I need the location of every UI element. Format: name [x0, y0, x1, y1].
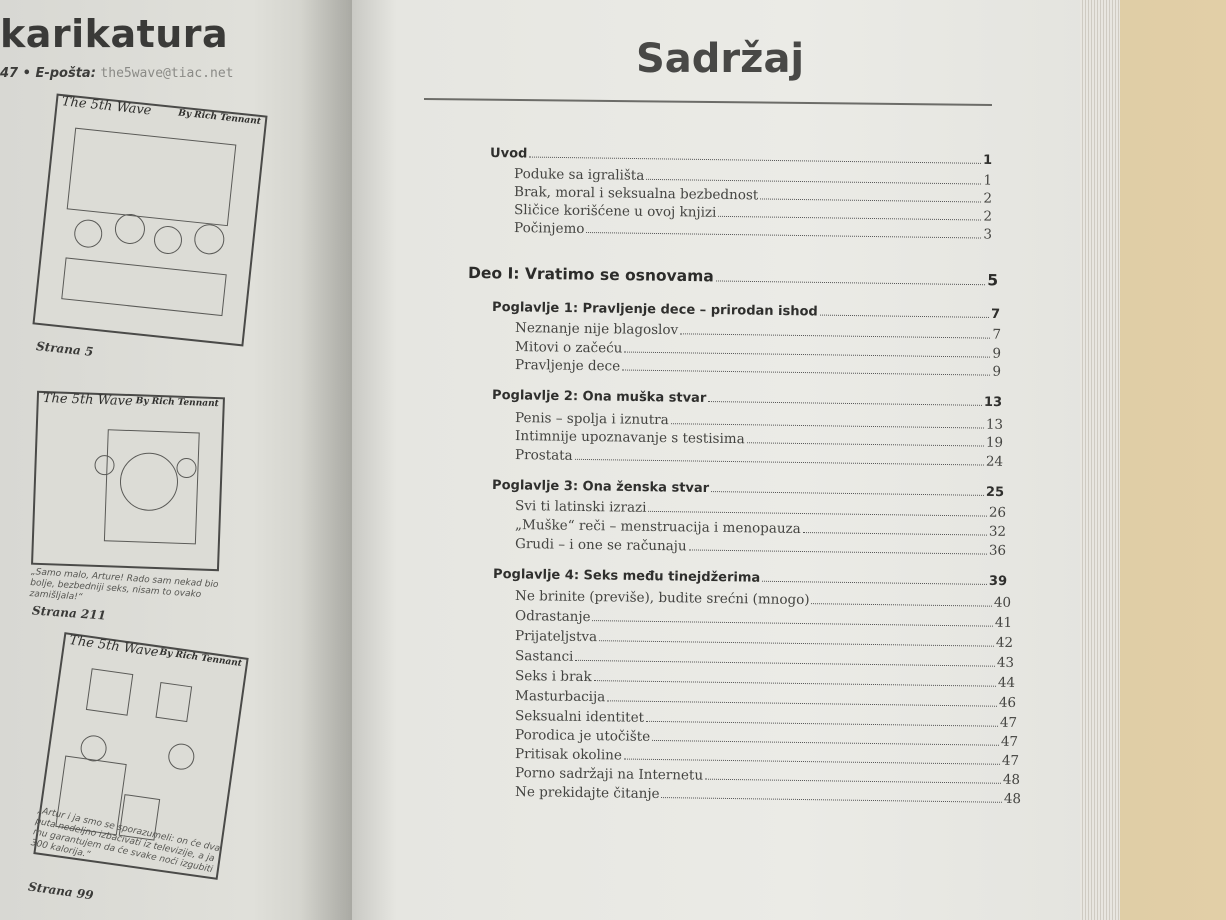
- toc-entry-page: 26: [988, 504, 1007, 521]
- cartoon-2-author: By Rich Tennant: [135, 396, 219, 410]
- toc-entry: [515, 668, 1015, 691]
- toc-entry-label: Poglavlje 4: Seks među tinejdžerima: [493, 567, 761, 586]
- toc-entry-label: Sličice korišćene u ovoj knjizi: [514, 202, 717, 221]
- toc-leader: [593, 620, 993, 627]
- toc-entry-label: Brak, moral i seksualna bezbednost: [514, 184, 759, 204]
- toc-leader: [646, 179, 981, 185]
- toc-entry-label: Prostata: [515, 447, 573, 464]
- toc-entry: [515, 784, 1021, 807]
- cartoon-section-title: karikatura: [0, 12, 229, 56]
- toc-entry-page: 13: [983, 394, 1003, 411]
- toc-part-entry: [468, 264, 998, 289]
- toc-entry-page: 41: [994, 614, 1013, 631]
- toc-leader: [708, 401, 982, 406]
- toc-entry: [515, 648, 1014, 671]
- toc-entry-page: 7: [990, 306, 1001, 323]
- toc-entry-page: 44: [997, 674, 1016, 691]
- toc-entry-page: 47: [1000, 733, 1019, 751]
- toc-leader: [575, 660, 995, 667]
- toc-entry-label: Penis – spolja i iznutra: [515, 410, 669, 429]
- toc-entry-label: Počinjemo: [514, 220, 585, 237]
- toc-entry-page: 25: [985, 484, 1005, 501]
- toc-chapter-entry: [493, 567, 1007, 589]
- cartoon-3-caption: „Artur i ja smo se sporazumeli: on će dva puta nedeljno izbacivati iz televizije, a ja mu garantujem da će svake noći izgubiti 300 kalorija.“: [29, 805, 221, 876]
- toc-entry-label: Pravljenje dece: [515, 357, 621, 375]
- cartoon-2-caption: „Samo malo, Arture! Rado sam nekad bio bolje, bezbedniji seks, nisam to ovako zamišljala!“: [29, 567, 219, 603]
- toc-leader: [705, 779, 1001, 784]
- cartoon-2-strip-title: The 5th Wave: [42, 390, 133, 410]
- toc-entry-label: Pritisak okoline: [515, 746, 623, 764]
- toc-leader: [624, 352, 990, 358]
- toc-leader: [652, 740, 999, 746]
- toc-leader: [586, 232, 981, 239]
- toc-leader: [716, 280, 986, 285]
- toc-entry: [515, 608, 1012, 631]
- toc-entry-label: Mitovi o začeću: [515, 339, 623, 357]
- toc-leader: [622, 369, 990, 375]
- toc-leader: [575, 459, 984, 466]
- toc-entry: [515, 588, 1011, 611]
- toc-entry-page: 48: [1002, 771, 1021, 789]
- contact-prefix: 47 • E-pošta:: [0, 66, 96, 81]
- toc-entry-label: Porodica je utočište: [515, 727, 651, 745]
- toc-entry: [515, 447, 1003, 470]
- toc-entry-page: 48: [1003, 790, 1022, 808]
- toc-entry-label: Grudi – i one se računaju: [515, 536, 687, 555]
- toc-entry-page: 47: [999, 714, 1018, 732]
- toc-leader: [648, 511, 986, 517]
- toc-leader: [607, 700, 997, 706]
- toc-entry-page: 24: [985, 453, 1004, 470]
- toc-entry-label: Masturbacija: [515, 688, 606, 706]
- toc-entry-page: 39: [988, 573, 1008, 590]
- toc-entry-label: Poduke sa igrališta: [514, 166, 645, 184]
- toc-entry-page: 43: [996, 654, 1015, 671]
- toc-entry-label: Sastanci: [515, 648, 574, 665]
- toc-leader: [718, 216, 981, 221]
- toc-leader: [689, 549, 987, 554]
- cartoon-1-strip-title: The 5th Wave: [61, 94, 153, 119]
- toc-entry-label: „Muške“ reči – menstruacija i menopauza: [515, 517, 801, 537]
- toc-entry-label: Svi ti latinski izrazi: [515, 498, 647, 516]
- toc-entry-label: Poglavlje 2: Ona muška stvar: [492, 388, 707, 406]
- toc-leader: [760, 198, 981, 202]
- toc-leader: [711, 491, 984, 496]
- toc-entry-page: 1: [983, 172, 993, 189]
- toc-entry-label: Seksualni identitet: [515, 708, 645, 726]
- toc-leader: [624, 759, 1000, 765]
- cartoon-1-author: By Rich Tennant: [177, 108, 262, 128]
- toc-leader: [820, 315, 989, 318]
- toc-entry-page: 13: [985, 416, 1004, 433]
- cartoon-1-page: Strana 5: [35, 339, 94, 359]
- toc-leader: [803, 532, 987, 536]
- toc-entry-label: Poglavlje 1: Pravljenje dece – prirodan ishod: [492, 300, 818, 320]
- toc-leader: [646, 721, 998, 727]
- toc-entry-label: Poglavlje 3: Ona ženska stvar: [492, 478, 710, 497]
- toc-entry-label: Seks i brak: [515, 668, 592, 686]
- toc-entry: [515, 536, 1006, 559]
- toc-leader: [594, 680, 996, 687]
- toc-chapter-entry: [492, 300, 1000, 322]
- cartoon-3-strip-title: The 5th Wave: [68, 632, 160, 661]
- toc-entry: [490, 146, 992, 168]
- cartoon-2-page: Strana 211: [31, 603, 107, 623]
- toc-entry-page: 5: [987, 271, 999, 290]
- toc-entry-page: 19: [985, 434, 1004, 451]
- toc-chapter-entry: [492, 478, 1004, 500]
- toc-leader: [747, 442, 984, 446]
- toc-leader: [671, 423, 984, 428]
- toc-leader: [680, 333, 990, 338]
- toc-entry-label: Deo I: Vratimo se osnovama: [468, 264, 714, 286]
- toc-entry: [515, 688, 1016, 711]
- toc-entry-page: 2: [983, 208, 993, 225]
- toc-entry: [515, 628, 1013, 651]
- toc-entry-page: 9: [992, 363, 1002, 380]
- toc-entry-page: 7: [992, 326, 1002, 343]
- toc-leader: [529, 157, 981, 164]
- toc-entry-page: 9: [992, 345, 1002, 362]
- toc-entry-label: Neznanje nije blagoslov: [515, 320, 679, 339]
- toc-entry-page: 42: [995, 634, 1014, 651]
- toc-entry-page: 2: [983, 190, 993, 207]
- toc-entry-page: 36: [988, 542, 1007, 559]
- toc-entry-page: 40: [993, 594, 1012, 611]
- toc-entry-page: 46: [998, 694, 1017, 711]
- toc-entry-page: 3: [983, 226, 993, 243]
- toc-leader: [599, 640, 994, 647]
- toc-entry-label: Uvod: [490, 146, 528, 162]
- contact-email: the5wave@tiac.net: [100, 66, 234, 81]
- toc-entry-page: 32: [988, 523, 1007, 540]
- toc-entry-label: Ne brinite (previše), budite srećni (mnogo): [515, 588, 810, 609]
- toc-entry-label: Intimnije upoznavanje s testisima: [515, 428, 745, 448]
- toc-leader: [762, 581, 987, 585]
- toc-leader: [811, 603, 991, 607]
- toc-leader: [662, 797, 1002, 803]
- toc-entry-page: 47: [1001, 752, 1020, 770]
- toc-entry-label: Ne prekidajte čitanje: [515, 784, 660, 803]
- toc-entry-label: Odrastanje: [515, 608, 591, 626]
- toc-entry-label: Prijateljstva: [515, 628, 598, 646]
- cartoon-3-author: By Rich Tennant: [158, 647, 243, 670]
- page-title: Sadržaj: [636, 36, 805, 82]
- toc-entry-page: 1: [982, 152, 993, 169]
- cartoon-3-page: Strana 99: [27, 879, 95, 903]
- toc-chapter-entry: [492, 388, 1002, 410]
- toc-entry-label: Porno sadržaji na Internetu: [515, 765, 704, 784]
